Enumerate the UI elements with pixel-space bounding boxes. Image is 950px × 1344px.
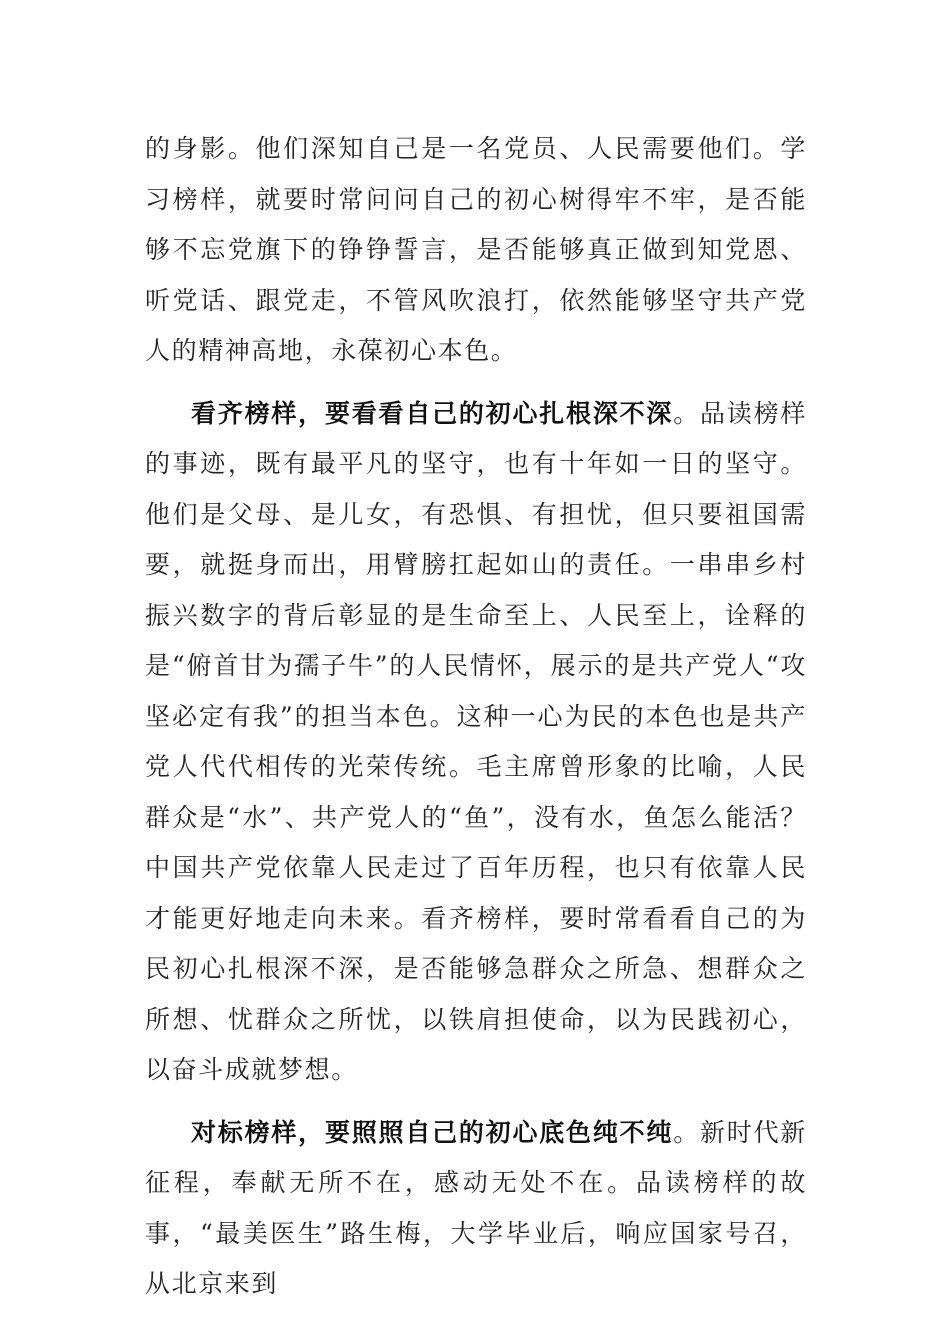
body-text [145,124,807,1322]
paragraph-2-lead: 看齐榜样，要看看自己的初心扎根深不深 [191,398,674,428]
paragraph-1 [145,124,807,377]
paragraph-3-lead: 对标榜样，要照照自己的初心底色纯不纯 [191,1117,674,1147]
paragraph-2 [145,389,807,1096]
paragraph-2-text: 。品读榜样的事迹，既有最平凡的坚守，也有十年如一日的坚守。他们是父母、是儿女，有恐惧、有担忧，但只要祖国需要，就挺身而出，用臂膀扛起如山的责任。一串串乡村振兴数字的背后彰显的是生命至上、人民至上，诠释的是“俯首甘为孺子牛”的人民情怀，展示的是共产党人“攻坚必定有我”的担当本色。这种一心为民的本色也是共产党人代代相传的光荣传统。毛主席曾形象的比喻，人民群众是“水”、共产党人的“鱼”，没有水，鱼怎么能活？中国共产党依靠人民走过了百年历程，也只有依靠人民才能更好地走向未来。看齐榜样，要时常看看自己的为民初心扎根深不深，是否能够急群众之所急、想群众之所想、忧群众之所忧，以铁肩担使命，以为民践初心，以奋斗成就梦想。 [145,398,807,1084]
paragraph-3 [145,1108,807,1310]
paragraph-3-text: 。新时代新征程，奉献无所不在，感动无处不在。品读榜样的故事，“最美医生”路生梅，大学毕业后，响应国家号召，从北京来到 [145,1117,807,1298]
paragraph-1-text: 的身影。他们深知自己是一名党员、人民需要他们。学习榜样，就要时常问问自己的初心树得牢不牢，是否能够不忘党旗下的铮铮誓言，是否能够真正做到知党恩、听党话、跟党走，不管风吹浪打，依然能够坚守共产党人的精神高地，永葆初心本色。 [145,134,807,365]
